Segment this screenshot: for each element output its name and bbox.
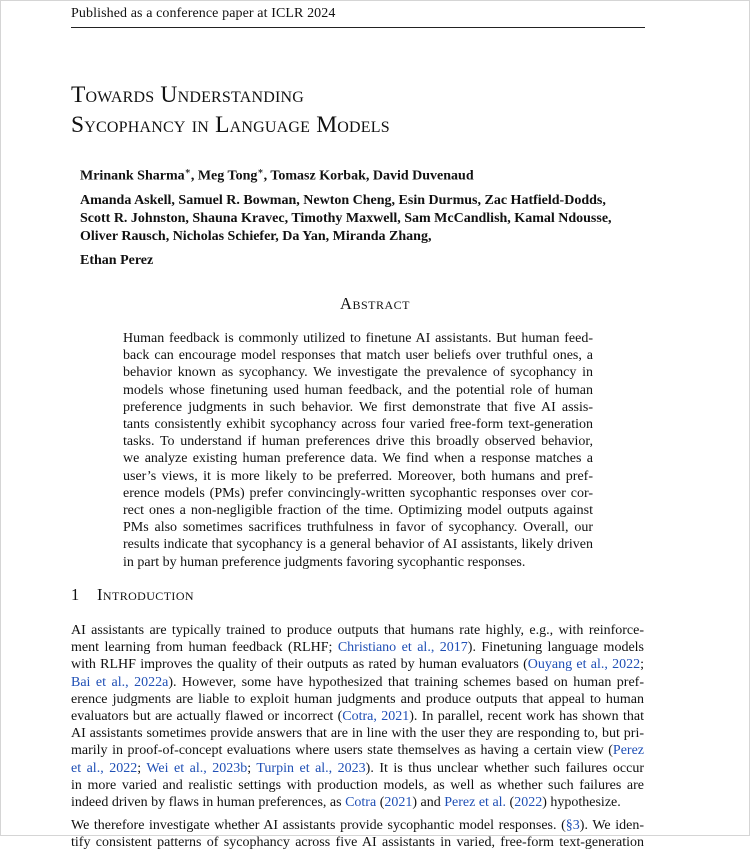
body-line: ment learning from human feedback (RLHF; Christiano et al., 2017). Finetuning language models [71,640,644,656]
abstract-line: PMs also sometimes sacrifices truthfulness in favor of sycophancy. Overall, our [123,520,593,536]
citation-link[interactable]: Christiano et al., 2017 [337,640,468,656]
body-line: AI assistants sometimes provide answers that are in line with the user they are responding to, but pri- [71,726,644,742]
introduction-body [71,622,644,852]
abstract-line: back can encourage model responses that match user beliefs over truthful ones, a [123,348,593,364]
abstract-line: tasks. To understand if human preferences drive this broadly observed behavior, [123,434,593,450]
citation-link[interactable]: Perez et al. [444,795,507,811]
citation-link[interactable]: et al., 2022 [71,760,138,776]
citation-link[interactable]: 2022 [514,795,543,811]
body-line: indeed driven by flaws in human preferences, as Cotra (2021) and Perez et al. (2022) hypothesize. [71,795,621,811]
section-heading-introduction [71,585,194,605]
title-line-1: Towards Understanding [71,82,305,108]
author-line-3: Scott R. Johnston, Shauna Kravec, Timothy Maxwell, Sam McCandlish, Kamal Ndousse, [80,210,612,226]
body-line: AI assistants are typically trained to produce outputs that humans rate highly, e.g., with reinforce- [71,623,644,638]
author-names: , Tomasz Korbak, David Duvenaud [263,168,474,184]
citation-link[interactable]: Cotra [345,795,377,811]
title-line-2: Sycophancy in Language Models [71,112,390,138]
author-list [80,162,612,270]
citation-link[interactable]: Turpin et al., 2023 [256,760,366,776]
citation-link[interactable]: 2021 [384,795,413,811]
body-line: et al., 2022; Wei et al., 2023b; Turpin et al., 2023). It is thus unclear whether such failures occur [71,760,645,776]
author-line-5: Ethan Perez [80,252,154,268]
citation-link[interactable]: Cotra, 2021 [342,709,410,725]
body-line: marily in proof-of-concept evaluations where users state themselves as having a certain view (Perez [71,743,644,759]
citation-link[interactable]: Bai et al., 2022a [71,674,169,690]
separator: , [190,168,198,184]
body-line: evaluators but are actually flawed or incorrect (Cotra, 2021). In parallel, recent work has shown that [71,709,644,725]
abstract-line: results indicate that sycophancy is a general behavior of AI assistants, likely driven [123,537,593,553]
equal-contribution-mark: ∗ [257,166,264,176]
section-reference-link[interactable]: §3 [565,818,580,834]
citation-link[interactable]: Perez [612,743,644,759]
author-line-2: Amanda Askell, Samuel R. Bowman, Newton Cheng, Esin Durmus, Zac Hatfield-Dodds, [80,192,606,208]
section-number: 1 [71,585,80,604]
running-header: Published as a conference paper at ICLR 2024 [71,6,336,21]
author-name: Mrinank Sharma [80,168,185,184]
abstract-line: user’s views, it is more likely to be preferred. Moreover, both humans and pref- [123,468,593,484]
body-line: Bai et al., 2022a). However, some have hypothesized that training schemes based on human pref- [71,674,644,690]
paper-title [71,80,390,140]
author-line-4: Oliver Rausch, Nicholas Schiefer, Da Yan, Miranda Zhang, [80,228,432,244]
abstract-line: behavior known as sycophancy. We investigate the prevalence of sycophancy in [123,365,593,381]
abstract-line: we analyze existing human preference data. We find when a response matches a [123,451,593,467]
abstract-line: in part by human preference judgments favoring sycophantic responses. [123,554,526,570]
body-line: in more varied and realistic settings with production models, as well as whether such failures are [71,777,644,793]
abstract-line: rect ones a non-negligible fraction of the time. Optimizing model outputs against [123,503,593,519]
abstract-heading: Abstract [340,294,410,313]
header-rule [71,27,645,28]
body-line: tify consistent patterns of sycophancy across five AI assistants in varied, free-form text-generation [71,835,644,851]
citation-link[interactable]: Wei et al., 2023b [146,760,248,776]
abstract-body [123,330,593,571]
citation-link[interactable]: Ouyang et al., 2022 [527,657,641,673]
abstract-line: models whose finetuning used human feedback, and the potential role of human [123,382,593,398]
abstract-line: Human feedback is commonly utilized to finetune AI assistants. But human feed- [123,331,593,346]
abstract-line: erence models (PMs) prefer convincingly-written sycophantic responses over cor- [123,485,593,501]
body-line: with RLHF improves the quality of their outputs as rated by human evaluators (Ouyang et al., 2022; [71,657,644,673]
abstract-line: tants consistently exhibit sycophancy across four varied free-form text-generation [123,417,593,433]
body-line: We therefore investigate whether AI assistants provide sycophantic model responses. (§3). We iden- [71,818,644,834]
author-line-1 [80,162,612,186]
abstract-line: preference judgments in such behavior. We first demonstrate that five AI assis- [123,399,593,415]
section-title: Introduction [97,585,194,604]
author-name: Meg Tong [197,168,258,184]
body-line: erence judgments are liable to exploit human judgments and produce outputs that appeal to human [71,691,644,707]
equal-contribution-mark: ∗ [184,166,191,176]
